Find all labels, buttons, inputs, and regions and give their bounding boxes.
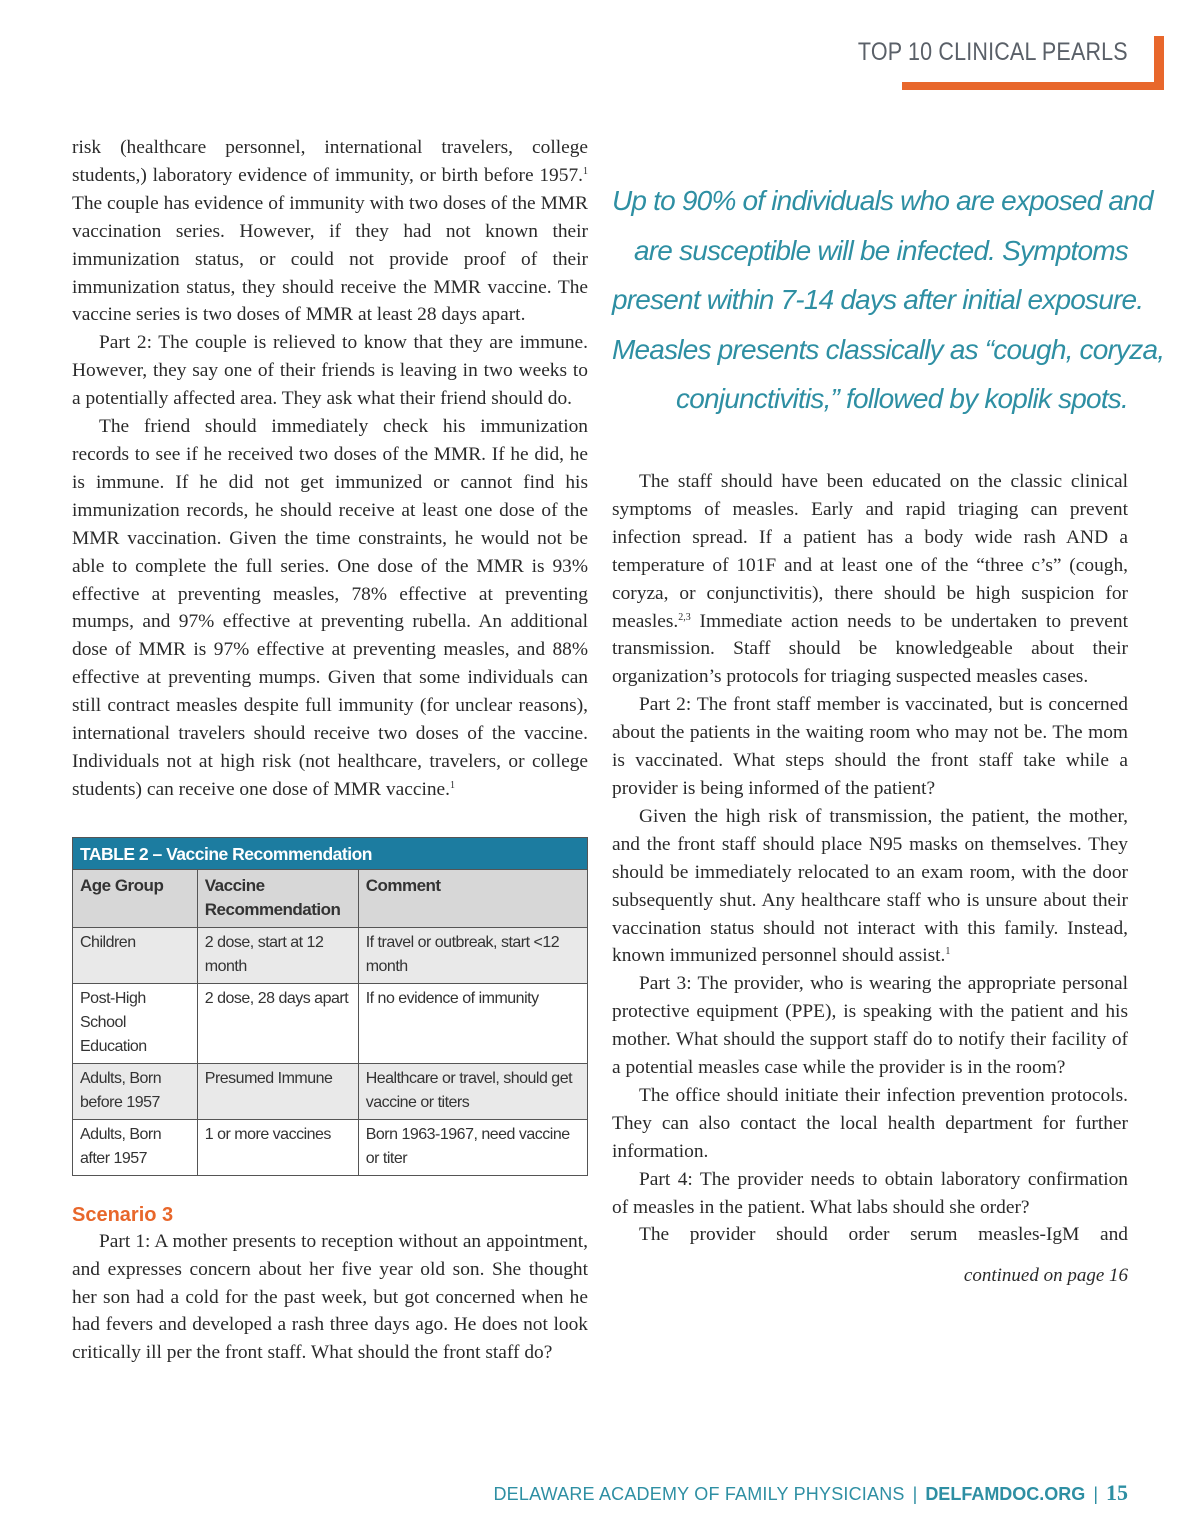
table-cell: Adults, Born before 1957 (73, 1063, 198, 1119)
table-row (73, 1119, 588, 1175)
paragraph: The staff should have been educated on the classic clinical symptoms of measles. Early and rapid triaging can prevent infection spread. If a patient has a body wide rash AND a temperature of 101F and at least one of the “three c’s” (cough, coryza, or conjunctivitis), there should be high suspicion for measles.$^{2,3}$ Immediate action needs to be undertaken to prevent transmission. Staff should be knowledgeable about their organization’s protocols for triaging suspected measles cases. (612, 471, 1128, 688)
paragraph: Part 4: The provider needs to obtain laboratory confirmation of measles in the patient. What labs should she order? (612, 1168, 1128, 1218)
paragraph: The provider should order serum measles-IgM and (639, 1224, 1128, 1246)
paragraph: Part 2: The couple is relieved to know that they are immune. However, they say one of their friends is leaving in two weeks to a potentially affected area. They ask what their friend should do. (72, 332, 588, 410)
table-cell: Post-High School Education (73, 983, 198, 1063)
paragraph: Part 1: A mother presents to reception without an appointment, and expresses concern about her five year old son. She thought her son had a cold for the past week, but got concerned when he had fevers and developed a rash three days ago. He does not look critically ill per the front staff. What should the front staff do? (72, 1230, 588, 1364)
pull-quote-line: present within 7-14 days after initial exposure. (612, 284, 1144, 316)
table-row (73, 927, 588, 983)
paragraph: Given the high risk of transmission, the patient, the mother, and the front staff should place N95 masks on themselves. They should be immediately relocated to an exam room, with the door subsequently shut. Any healthcare staff who is unsure about their vaccination status should not interact with this family. Instead, known immunized personnel should assist.$^1$ (612, 805, 1128, 967)
vaccine-recommendation-table (72, 837, 588, 1176)
continued-note: continued on page 16 (963, 1265, 1128, 1287)
table-cell: 1 or more vaccines (197, 1119, 358, 1175)
table-row (73, 983, 588, 1063)
pull-quote-line: Measles presents classically as “cough, coryza, (612, 333, 1165, 365)
table-cell: Children (73, 927, 198, 983)
paragraph: The office should initiate their infection prevention protocols. They can also contact the local health department for further information. (612, 1084, 1128, 1162)
table-cell: Presumed Immune (197, 1063, 358, 1119)
table-cell: If travel or outbreak, start <12 month (358, 927, 587, 983)
right-column (612, 468, 1128, 1287)
table-cell: Born 1963-1967, need vaccine or titer (358, 1119, 587, 1175)
table-cell: Adults, Born after 1957 (73, 1119, 198, 1175)
paragraph: The friend should immediately check his immunization records to see if he received two doses of the MMR. If he did, he is immune. If he did not get immunized or cannot find his immunization records, he should receive at least one dose of the MMR vaccination. Given the time constraints, he would not be able to complete the full series. One dose of the MMR is 93% effective at preventing measles, 78% effective at preventing mumps, and 97% effective at preventing rubella. An additional dose of MMR is 97% effective at preventing measles, and 88% effective at preventing mumps. Given that some individuals can still contract measles despite full immunity (for unclear reasons), international travelers should receive two doses of the vaccine. Individuals not at high risk (not healthcare, travelers, or college students) can receive one dose of MMR vaccine.$^1$ (72, 416, 588, 800)
footer-separator: | (1093, 1484, 1098, 1504)
pull-quote-line: are susceptible will be infected. Symptoms (634, 234, 1128, 266)
section-title: TOP 10 CLINICAL PEARLS (858, 38, 1128, 66)
pull-quote-line: conjunctivitis,” followed by koplik spots. (676, 383, 1128, 415)
table-cell: 2 dose, 28 days apart (197, 983, 358, 1063)
table-cell: Healthcare or travel, should get vaccine or titers (358, 1063, 587, 1119)
left-column (72, 134, 588, 1367)
footer-separator: | (912, 1484, 918, 1504)
scenario-heading: Scenario 3 (72, 1203, 174, 1226)
table-cell: If no evidence of immunity (358, 983, 587, 1063)
page-number: 15 (1106, 1480, 1128, 1505)
table-cell: 2 dose, start at 12 month (197, 927, 358, 983)
table-header-row (73, 869, 588, 927)
paragraph: Part 3: The provider, who is wearing the appropriate personal protective equipment (PPE), is speaking with the patient and his mother. What should the support staff do to notify their facility of a potential measles case while the provider is in the room? (612, 973, 1128, 1079)
paragraph: Part 2: The front staff member is vaccinated, but is concerned about the patients in the waiting room who may not be. The mom is vaccinated. What steps should the front staff take while a provider is being informed of the patient? (612, 694, 1128, 799)
pull-quote (612, 176, 1165, 424)
column-header: Vaccine Recommendation (197, 869, 358, 927)
pull-quote-line: Up to 90% of individuals who are exposed and (612, 185, 1153, 216)
table-caption: TABLE 2 – Vaccine Recommendation (73, 837, 588, 869)
footer-website-link[interactable]: DELFAMDOC.ORG (925, 1484, 1086, 1504)
page-footer (493, 1480, 1128, 1506)
footer-organization: DELAWARE ACADEMY OF FAMILY PHYSICIANS (493, 1484, 905, 1504)
table-row (73, 1063, 588, 1119)
paragraph: risk (healthcare personnel, international travelers, college students,) laboratory evidence of immunity, or birth before 1957.$^1$ The couple has evidence of immunity with two doses of the MMR vaccination series. However, if they had not known their immunization status, or could not provide proof of their immunization status, they should receive the MMR vaccine. The vaccine series is two doses of MMR at least 28 days apart. (72, 137, 588, 326)
section-header (858, 36, 1164, 90)
column-header: Comment (358, 869, 587, 927)
column-header: Age Group (73, 869, 198, 927)
